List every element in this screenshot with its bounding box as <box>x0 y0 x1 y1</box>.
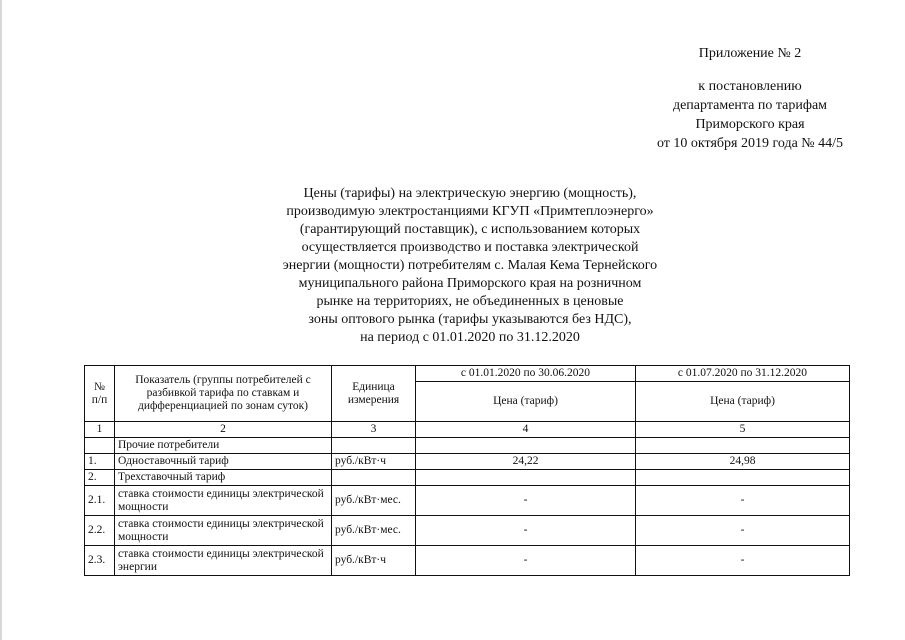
header-num: № п/п <box>85 366 115 422</box>
table-row <box>85 438 850 454</box>
row-value-2: - <box>636 546 850 576</box>
row-unit: руб./кВт·мес. <box>332 516 416 546</box>
row-name: ставка стоимости единицы электрической мощности <box>115 516 332 546</box>
column-number-row <box>85 422 850 438</box>
heading-line: энергии (мощности) потребителям с. Малая Кема Тернейского <box>282 258 658 273</box>
header-period-2: с 01.07.2020 по 31.12.2020 <box>636 366 850 382</box>
header-price-1: Цена (тариф) <box>416 382 636 422</box>
heading-line: осуществляется производство и поставка электрической <box>301 240 639 255</box>
row-name: Трехставочный тариф <box>115 470 332 486</box>
row-name: Прочие потребители <box>115 438 332 454</box>
heading-line: Цены (тарифы) на электрическую энергию (мощность), <box>303 186 637 201</box>
heading-line: рынке на территориях, не объединенных в ценовые <box>316 294 624 309</box>
header-unit: Единица измерения <box>332 366 416 422</box>
appendix-line: к постановлению <box>698 79 802 94</box>
col-number: 5 <box>636 422 850 438</box>
row-unit <box>332 470 416 486</box>
heading-line: (гарантирующий поставщик), с использованием которых <box>299 222 641 237</box>
row-name: Одноставочный тариф <box>115 454 332 470</box>
col-number: 2 <box>115 422 332 438</box>
row-unit: руб./кВт·мес. <box>332 486 416 516</box>
row-num: 2.2. <box>85 516 115 546</box>
row-unit <box>332 438 416 454</box>
header-price-2: Цена (тариф) <box>636 382 850 422</box>
row-num: 2.3. <box>85 546 115 576</box>
heading-line: производимую электростанциями КГУП «Примтеплоэнерго» <box>286 204 654 219</box>
col-number: 4 <box>416 422 636 438</box>
row-value-1: - <box>416 486 636 516</box>
appendix-title: Приложение № 2 <box>698 46 802 61</box>
row-name: ставка стоимости единицы электрической энергии <box>115 546 332 576</box>
appendix-line: департамента по тарифам <box>672 98 828 113</box>
row-value-2 <box>636 438 850 454</box>
appendix-line: от 10 октября 2019 года № 44/5 <box>656 136 844 151</box>
row-unit: руб./кВт·ч <box>332 546 416 576</box>
row-num: 2.1. <box>85 486 115 516</box>
document-heading <box>250 185 690 347</box>
appendix-block <box>600 44 900 153</box>
row-num: 2. <box>85 470 115 486</box>
row-unit: руб./кВт·ч <box>332 454 416 470</box>
table-header-row <box>85 366 850 382</box>
row-value-1 <box>416 438 636 454</box>
tariff-table <box>84 365 850 576</box>
row-num <box>85 438 115 454</box>
row-value-1: 24,22 <box>416 454 636 470</box>
table-row <box>85 516 850 546</box>
row-value-2 <box>636 470 850 486</box>
col-number: 3 <box>332 422 416 438</box>
heading-line: на период с 01.01.2020 по 31.12.2020 <box>360 330 580 345</box>
header-period-1: с 01.01.2020 по 30.06.2020 <box>416 366 636 382</box>
col-number: 1 <box>85 422 115 438</box>
heading-line: муниципального района Приморского края на розничном <box>298 276 642 291</box>
appendix-line: Приморского края <box>695 117 805 132</box>
table-row <box>85 470 850 486</box>
row-value-1: - <box>416 546 636 576</box>
table-row <box>85 546 850 576</box>
row-value-2: - <box>636 516 850 546</box>
header-indicator: Показатель (группы потребителей с разбивкой тарифа по ставкам и дифференциацией по зонам суток) <box>115 366 332 422</box>
scan-edge <box>0 0 2 640</box>
table-row <box>85 486 850 516</box>
row-value-2: 24,98 <box>636 454 850 470</box>
heading-line: зоны оптового рынка (тарифы указываются без НДС), <box>308 312 632 327</box>
row-name: ставка стоимости единицы электрической мощности <box>115 486 332 516</box>
row-value-2: - <box>636 486 850 516</box>
table-row <box>85 454 850 470</box>
row-value-1: - <box>416 516 636 546</box>
row-num: 1. <box>85 454 115 470</box>
row-value-1 <box>416 470 636 486</box>
